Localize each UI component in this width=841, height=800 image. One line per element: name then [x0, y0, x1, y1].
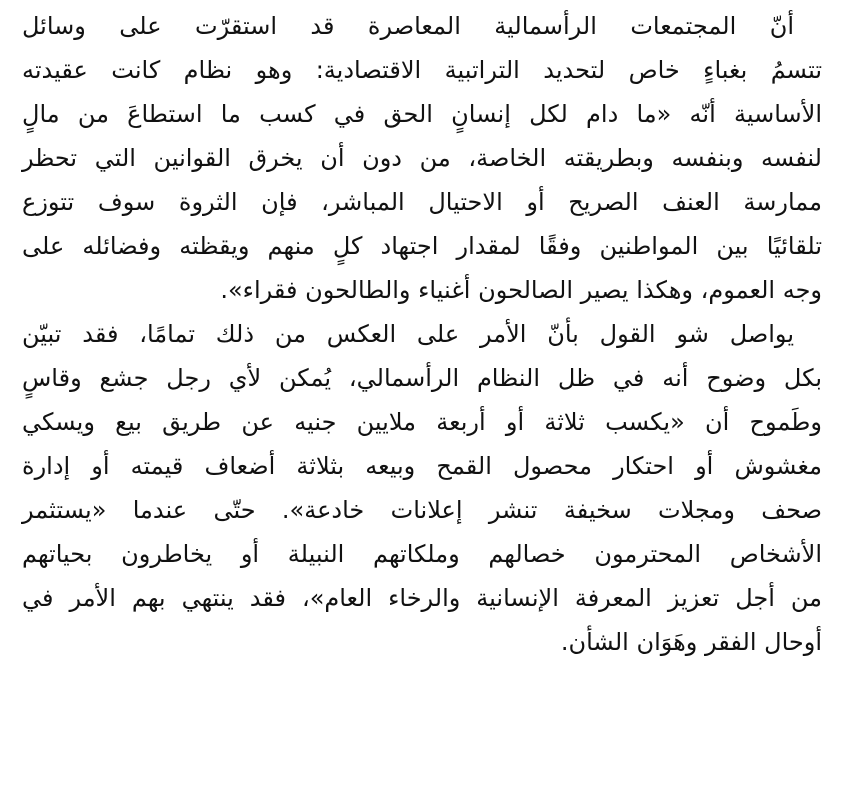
text-line: الأساسية أنّه «ما دام لكل إنسانٍ الحق في كسب ما استطاعَ من مالٍ [22, 100, 822, 128]
text-line: صحف ومجلات سخيفة تنشر إعلانات خادعة». حتّى عندما «يستثمر [22, 496, 822, 524]
text-line: وجه العموم، وهكذا يصير الصالحون أغنياء والطالحون فقراء». [220, 276, 822, 304]
text-line: من أجل تعزيز المعرفة الإنسانية والرخاء العام»، فقد ينتهي بهم الأمر في [22, 584, 822, 612]
text-line: تلقائيًا بين المواطنين وفقًا لمقدار اجتهاد كلٍ منهم ويقظته وفضائله على [22, 232, 822, 260]
text-line: لنفسه وبنفسه وبطريقته الخاصة، من دون أن يخرق القوانين التي تحظر [22, 144, 822, 172]
text-line: أنّ المجتمعات الرأسمالية المعاصرة قد استقرّت على وسائل [22, 12, 794, 40]
text-line: وطَموح أن «يكسب ثلاثة أو أربعة ملايين جنيه عن طريق بيع ويسكي [22, 408, 822, 436]
text-line: يواصل شو القول بأنّ الأمر على العكس من ذلك تمامًا، فقد تبيّن [22, 320, 794, 348]
text-line: ممارسة العنف الصريح أو الاحتيال المباشر، فإن الثروة سوف تتوزع [22, 188, 822, 216]
text-line: تتسمُ بغباءٍ خاص لتحديد التراتبية الاقتصادية: وهو نظام كانت عقيدته [22, 56, 822, 84]
text-line: أوحال الفقر وهَوَان الشأن. [560, 628, 822, 656]
text-line: الأشخاص المحترمون خصالهم وملكاتهم النبيلة أو يخاطرون بحياتهم [22, 540, 822, 568]
text-line: بكل وضوح أنه في ظل النظام الرأسمالي، يُمكن لأي رجل جشع وقاسٍ [22, 364, 822, 392]
text-line: مغشوش أو احتكار محصول القمح وبيعه بثلاثة أضعاف قيمته أو إدارة [22, 452, 822, 480]
